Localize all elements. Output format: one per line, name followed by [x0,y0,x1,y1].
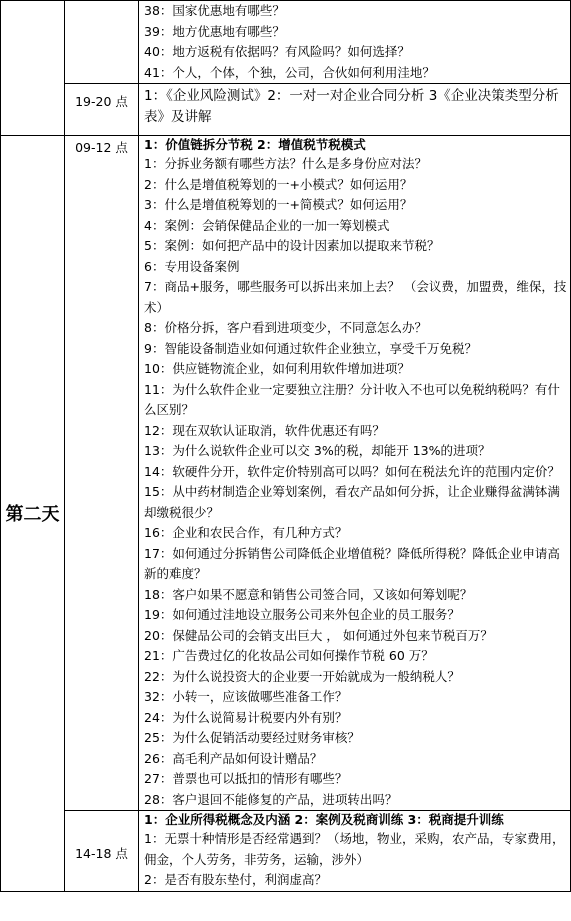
list-item: 17：如何通过分拆销售公司降低企业增值税？降低所得税？降低企业申请高新的难度？ [144,545,560,581]
time-cell-afternoon: 14-18 点 [65,811,139,892]
day-cell-empty [1,1,65,136]
list-item: 40：地方返税有依据吗？有风险吗？如何选择？ [144,44,410,59]
list-item: 2：什么是增值税筹划的一+小模式？如何运用？ [144,176,413,192]
list-item: 27：普票也可以抵扣的情形有哪些？ [144,771,348,786]
list-item: 19：如何通过洼地设立服务公司来外包企业的员工服务？ [144,607,460,622]
list-item: 39：地方优惠地有哪些？ [144,23,285,39]
list-item: 6：专用设备案例 [144,258,240,274]
row-afternoon [1,811,571,892]
list-item: 25：为什么促销活动要经过财务审核？ [144,730,360,745]
time-cell-evening: 19-20 点 [65,84,139,136]
list-item: 38：国家优惠地有哪些？ [144,3,285,18]
row-morning [1,136,571,811]
list-item: 21：广告费过亿的化妆品公司如何操作节税 60 万？ [144,648,434,663]
list-item: 32：小转一，应该做哪些准备工作？ [144,689,348,704]
list-item: 2：是否有股东垫付，利润虚高？ [144,872,327,887]
list-item: 1：分拆业务额有哪些方法？什么是多身份应对法？ [144,156,427,171]
list-item: 8：价格分拆，客户看到进项变少，不同意怎么办？ [144,320,427,335]
list-item: 15：从中药材制造企业筹划案例，看农产品如何分拆，让企业赚得盆满钵满却缴税很少？ [144,484,560,520]
list-item: 14：软硬件分开，软件定价特别高可以吗？如何在税法允许的范围内定价？ [144,463,560,479]
time-cell-empty [65,1,139,84]
list-item: 9：智能设备制造业如何通过软件企业独立，享受千万免税？ [144,340,477,356]
list-item: 4：案例：会销保健品企业的一加一筹划模式 [144,217,390,233]
session-title: 1：企业所得税概念及内涵 2：案例及税商训练 3：税商提升训练 [144,812,504,827]
evening-content: 1：《企业风险测试》2：一对一对企业合同分析 3《企业决策类型分析表》及讲解 [139,84,571,136]
list-item: 18：客户如果不愿意和销售公司签合同，又该如何筹划呢？ [144,586,473,602]
row-evening [1,84,571,136]
list-item: 20：保健品公司的会销支出巨大 ， 如何通过外包来节税百万？ [144,627,493,643]
list-item: 7：商品+服务，哪些服务可以拆出来加上去？ （会议费，加盟费，维保，技术） [144,279,567,315]
morning-content [139,136,571,811]
list-item: 5：案例：如何把产品中的设计因素加以提取来节税？ [144,238,440,253]
list-item: 26：高毛利产品如何设计赠品？ [144,750,323,766]
time-cell-morning: 09-12 点 [65,136,139,811]
list-item: 41：个人，个体，个独，公司，合伙如何利用洼地？ [144,64,435,80]
session-title: 1：价值链拆分节税 2：增值税节税模式 [144,137,366,152]
list-item: 3：什么是增值税筹划的一+简模式？如何运用？ [144,197,413,212]
list-item: 22：为什么说投资大的企业要一开始就成为一般纳税人？ [144,668,460,684]
list-item: 11：为什么软件企业一定要独立注册？分计收入不也可以免税纳税吗？有什么区别？ [144,381,560,417]
list-item: 10：供应链物流企业，如何利用软件增加进项？ [144,361,410,376]
day-label: 第二天 [1,136,65,892]
list-item: 28：客户退回不能修复的产品，进项转出吗？ [144,791,398,807]
row-continuation [1,1,571,84]
afternoon-content [139,811,571,892]
list-item: 24：为什么说简易计税要内外有别？ [144,709,348,725]
list-item: 12：现在双软认证取消，软件优惠还有吗？ [144,422,385,438]
list-item: 1：无票十种情形是否经常遇到？（场地，物业，采购，农产品，专家费用，佣金，个人劳务，非劳务，运输，涉外） [144,831,565,867]
list-item: 16：企业和农民合作，有几种方式？ [144,525,348,540]
continuation-content [139,1,571,84]
list-item: 13：为什么说软件企业可以交 3%的税，却能开 13%的进项？ [144,443,491,458]
